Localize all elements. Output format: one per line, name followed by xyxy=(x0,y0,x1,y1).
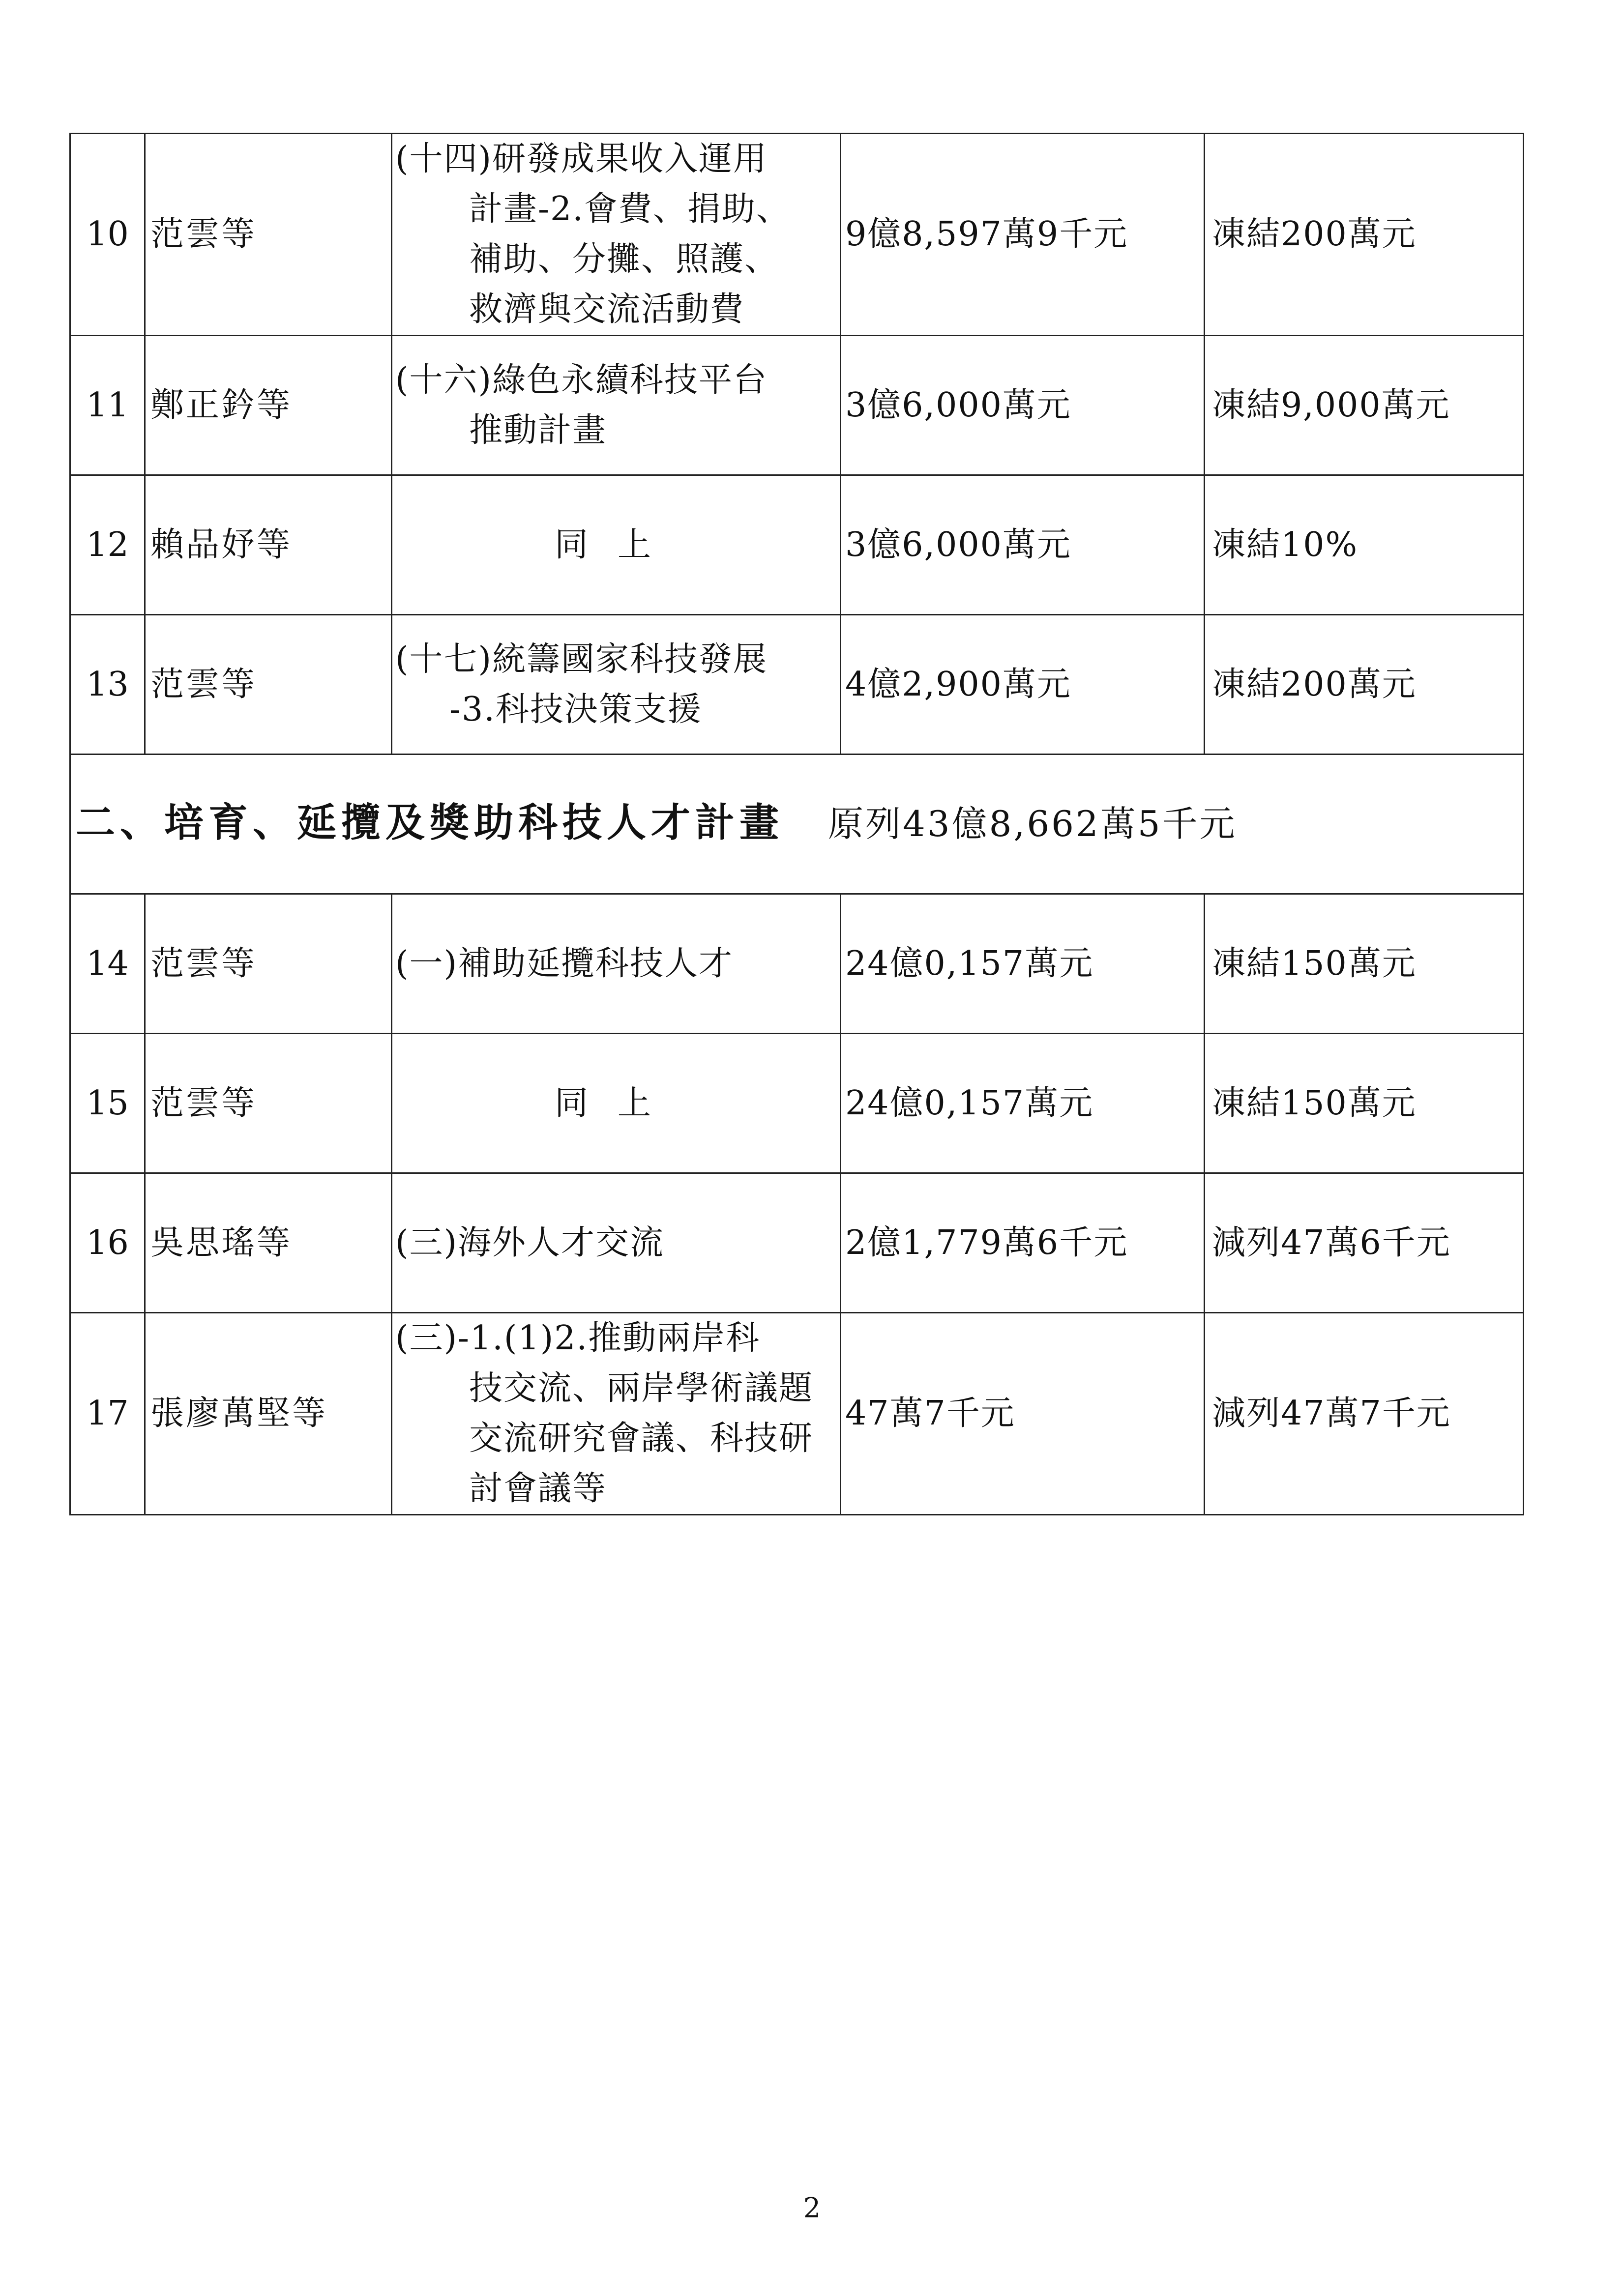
result-cell: 凍結150萬元 xyxy=(1205,1034,1524,1173)
result-cell: 凍結150萬元 xyxy=(1205,894,1524,1034)
row-number: 12 xyxy=(70,475,145,615)
item-cell xyxy=(392,894,841,1034)
item-line: 討會議等 xyxy=(469,1469,607,1508)
item-line: (十七)統籌國家科技發展 xyxy=(395,639,768,679)
section-title: 二、培育、延攬及獎助科技人才計畫 xyxy=(76,800,784,845)
item-line: 補助、分攤、照護、 xyxy=(469,240,779,279)
item-line: 救濟與交流活動費 xyxy=(469,290,745,329)
amount-cell: 9億8,597萬9千元 xyxy=(841,134,1205,336)
row-number: 14 xyxy=(70,894,145,1034)
amount-cell: 24億0,157萬元 xyxy=(841,894,1205,1034)
table-row xyxy=(70,894,1524,1034)
result-cell: 減列47萬6千元 xyxy=(1205,1173,1524,1313)
amount-cell: 47萬7千元 xyxy=(841,1313,1205,1515)
proposer-cell: 范雲等 xyxy=(145,1034,392,1173)
table-row xyxy=(70,615,1524,755)
proposer-cell: 范雲等 xyxy=(145,134,392,336)
table-row xyxy=(70,1173,1524,1313)
amount-cell: 24億0,157萬元 xyxy=(841,1034,1205,1173)
table-row xyxy=(70,475,1524,615)
result-cell: 凍結10% xyxy=(1205,475,1524,615)
item-line: 技交流、兩岸學術議題 xyxy=(469,1369,814,1408)
section-original-amount: 原列43億8,662萬5千元 xyxy=(828,803,1237,844)
section-header xyxy=(70,755,1524,894)
proposer-cell: 鄭正鈐等 xyxy=(145,336,392,475)
table-row xyxy=(70,134,1524,336)
item-cell xyxy=(392,1034,841,1173)
item-cell xyxy=(392,1313,841,1515)
item-cell xyxy=(392,1173,841,1313)
table-row xyxy=(70,1034,1524,1173)
item-line: 推動計畫 xyxy=(469,410,607,450)
row-number: 13 xyxy=(70,615,145,755)
result-cell: 凍結9,000萬元 xyxy=(1205,336,1524,475)
result-cell: 凍結200萬元 xyxy=(1205,615,1524,755)
item-line: (三)海外人才交流 xyxy=(395,1223,665,1262)
item-cell xyxy=(392,336,841,475)
row-number: 10 xyxy=(70,134,145,336)
result-cell: 凍結200萬元 xyxy=(1205,134,1524,336)
budget-table xyxy=(69,133,1524,1515)
item-cell xyxy=(392,134,841,336)
item-same-as-above: 同上 xyxy=(554,525,680,564)
item-line: (一)補助延攬科技人才 xyxy=(395,944,734,983)
item-line: (三)-1.(1)2.推動兩岸科 xyxy=(395,1319,761,1358)
section-header-row xyxy=(70,755,1524,894)
amount-cell: 4億2,900萬元 xyxy=(841,615,1205,755)
item-line: (十六)綠色永續科技平台 xyxy=(395,360,768,400)
table-row xyxy=(70,1313,1524,1515)
item-cell xyxy=(392,615,841,755)
proposer-cell: 范雲等 xyxy=(145,615,392,755)
item-same-as-above: 同上 xyxy=(554,1083,680,1123)
row-number: 15 xyxy=(70,1034,145,1173)
amount-cell: 2億1,779萬6千元 xyxy=(841,1173,1205,1313)
amount-cell: 3億6,000萬元 xyxy=(841,336,1205,475)
item-line: (十四)研發成果收入運用 xyxy=(395,140,768,178)
proposer-cell: 賴品妤等 xyxy=(145,475,392,615)
proposer-cell: 張廖萬堅等 xyxy=(145,1313,392,1515)
item-line: 交流研究會議、科技研 xyxy=(469,1419,814,1458)
row-number: 17 xyxy=(70,1313,145,1515)
row-number: 16 xyxy=(70,1173,145,1313)
item-line: 計畫-2.會費、捐助、 xyxy=(469,190,791,229)
result-cell: 減列47萬7千元 xyxy=(1205,1313,1524,1515)
item-cell xyxy=(392,475,841,615)
item-line: -3.科技決策支援 xyxy=(449,690,702,729)
table-row xyxy=(70,336,1524,475)
proposer-cell: 吳思瑤等 xyxy=(145,1173,392,1313)
proposer-cell: 范雲等 xyxy=(145,894,392,1034)
page-number: 2 xyxy=(803,2192,821,2224)
amount-cell: 3億6,000萬元 xyxy=(841,475,1205,615)
row-number: 11 xyxy=(70,336,145,475)
